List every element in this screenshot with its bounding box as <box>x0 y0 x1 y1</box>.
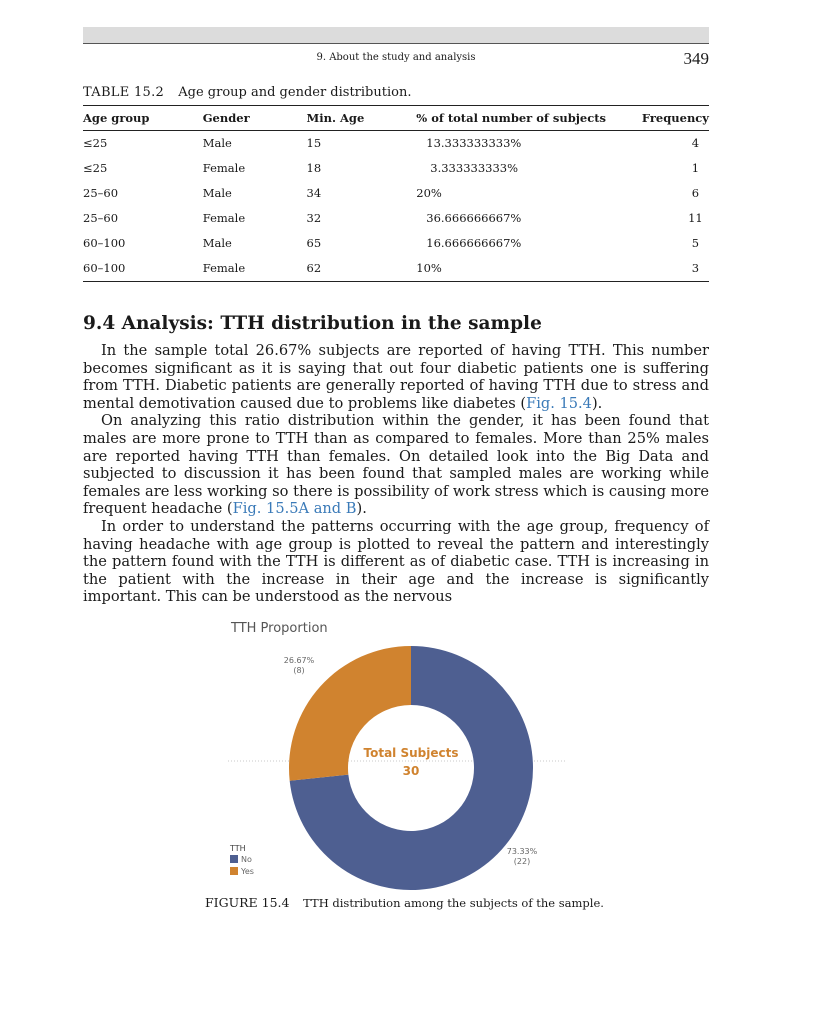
legend-title: TTH <box>230 844 246 853</box>
legend-label-yes: Yes <box>241 867 254 876</box>
cell: 65 <box>306 236 322 250</box>
cell: 13.333333333% <box>426 136 522 150</box>
table-row <box>83 131 709 157</box>
cell: 16.666666667% <box>426 236 522 250</box>
table-row <box>83 206 709 231</box>
table-row <box>83 231 709 256</box>
cell: 3.333333333% <box>430 161 519 175</box>
col-header: Gender <box>203 106 307 131</box>
cell: 5 <box>691 236 700 250</box>
cell: Female <box>202 211 246 225</box>
cell: ≤25 <box>83 161 108 175</box>
table-caption-text: Age group and gender distribution. <box>178 85 412 100</box>
chart-title: TTH Proportion <box>231 621 328 636</box>
cell: 3 <box>642 256 709 282</box>
cell: 11 <box>688 211 703 225</box>
paragraph <box>83 342 709 412</box>
figure-label: FIGURE 15.4 <box>205 895 290 910</box>
legend-label-no: No <box>241 855 252 864</box>
text-run: On analyzing this ratio distribution within the gender, it has been found that males are more prone to TTH than as compared to females. More than 25% males are reported having TTH than females. On detailed look into the Big Data and subjected to discussion it has been found that sampled males are working while females are less working so there is possibility of work stress which is causing more frequent headache ( <box>83 412 709 518</box>
table-row <box>83 181 709 206</box>
tth-donut-chart <box>225 615 570 890</box>
text-run: ). <box>591 394 603 412</box>
legend-swatch-yes <box>230 867 238 875</box>
figure-link[interactable]: Fig. 15.4 <box>526 394 592 412</box>
body-text <box>83 342 709 606</box>
no-count-label: (22) <box>513 857 531 866</box>
no-percent-label: 73.33% <box>506 847 538 856</box>
table-header-row <box>83 106 709 131</box>
section-title: 9.4 Analysis: TTH distribution in the sample <box>83 313 542 334</box>
cell: 4 <box>691 136 700 150</box>
figure-caption-text: TTH distribution among the subjects of the sample. <box>303 896 604 910</box>
center-value: 30 <box>402 764 420 778</box>
text-run: ). <box>356 500 367 518</box>
cell: 36.666666667% <box>426 211 522 225</box>
page-number: 349 <box>683 49 709 68</box>
cell: 60–100 <box>83 236 126 250</box>
center-label: Total Subjects <box>363 746 459 760</box>
paragraph <box>83 412 709 518</box>
cell: Male <box>202 136 232 150</box>
top-bar <box>83 27 709 44</box>
slice-yes <box>289 646 411 781</box>
cell: 60–100 <box>83 256 203 282</box>
cell: 18 <box>306 161 322 175</box>
text-run: In the sample total 26.67% subjects are reported of having TTH. This number becomes significant as it is saying that out four diabetic patients one is suffering from TTH. Diabetic patients are generally reported of having TTH due to stress and mental demotivation caused due to problems like diabetes ( <box>83 342 709 412</box>
yes-count-label: (8) <box>293 666 305 675</box>
col-header: % of total number of subjects <box>416 106 642 131</box>
yes-percent-label: 26.67% <box>283 656 315 665</box>
cell: 20% <box>416 186 442 200</box>
cell: Female <box>203 256 307 282</box>
table-label: TABLE 15.2 <box>83 85 165 100</box>
col-header: Age group <box>83 106 203 131</box>
cell: 6 <box>691 186 700 200</box>
cell: 1 <box>691 161 700 175</box>
cell: ≤25 <box>83 136 108 150</box>
legend-swatch-no <box>230 855 238 863</box>
age-gender-table <box>83 105 709 282</box>
table-row <box>83 256 709 282</box>
col-header: Frequency <box>642 106 709 131</box>
figure-caption <box>205 895 604 910</box>
figure-link[interactable]: Fig. 15.5A and B <box>232 500 357 518</box>
cell: 32 <box>306 211 322 225</box>
cell: 25–60 <box>83 211 119 225</box>
cell: 15 <box>306 136 322 150</box>
cell: 25–60 <box>83 186 119 200</box>
cell: Female <box>202 161 246 175</box>
cell: Male <box>202 236 232 250</box>
running-head: 9. About the study and analysis <box>316 52 476 63</box>
cell: 62 <box>307 256 417 282</box>
col-header: Min. Age <box>307 106 417 131</box>
table-row <box>83 156 709 181</box>
paragraph: In order to understand the patterns occurring with the age group, frequency of having headache with age group is plotted to reveal the pattern and interestingly the pattern found with the TTH is different as of diabetic case. TTH is increasing in the patient with the increase in their age and the increase is significantly important. This can be understood as the nervous <box>83 517 709 606</box>
cell: 10% <box>416 256 642 282</box>
cell: Male <box>202 186 232 200</box>
table-caption <box>83 85 411 100</box>
cell: 34 <box>306 186 322 200</box>
